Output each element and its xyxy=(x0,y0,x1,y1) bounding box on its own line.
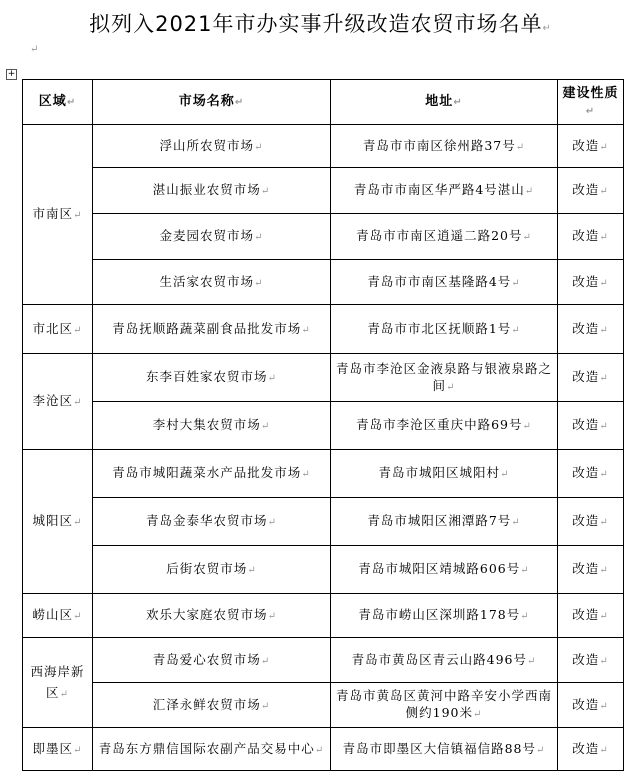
address-cell: 青岛市市南区基隆路4号↵ xyxy=(331,260,558,305)
district-cell: 崂山区↵ xyxy=(23,594,93,638)
table-row xyxy=(23,498,624,546)
type-cell: 改造↵ xyxy=(558,683,624,728)
market-name-cell: 青岛金泰华农贸市场↵ xyxy=(93,498,331,546)
address-cell: 青岛市市北区抚顺路1号↵ xyxy=(331,305,558,354)
district-cell: 西海岸新区↵ xyxy=(23,638,93,728)
type-cell: 改造↵ xyxy=(558,638,624,683)
market-name-cell: 金麦园农贸市场↵ xyxy=(93,214,331,260)
market-name-cell: 青岛东方鼎信国际农副产品交易中心↵ xyxy=(93,728,331,771)
address-cell: 青岛市黄岛区青云山路496号↵ xyxy=(331,638,558,683)
table-row xyxy=(23,728,624,771)
market-name-cell: 湛山振业农贸市场↵ xyxy=(93,168,331,214)
table-row xyxy=(23,305,624,354)
market-name-cell: 东李百姓家农贸市场↵ xyxy=(93,354,331,402)
table-row xyxy=(23,450,624,498)
table-row xyxy=(23,354,624,402)
table-header-row xyxy=(23,80,624,125)
market-name-cell: 青岛抚顺路蔬菜副食品批发市场↵ xyxy=(93,305,331,354)
type-cell: 改造↵ xyxy=(558,546,624,594)
address-cell: 青岛市城阳区城阳村↵ xyxy=(331,450,558,498)
address-cell: 青岛市市南区逍遥二路20号↵ xyxy=(331,214,558,260)
paragraph-mark-icon: ↵ xyxy=(30,44,39,55)
address-cell: 青岛市城阳区湘潭路7号↵ xyxy=(331,498,558,546)
table-row xyxy=(23,260,624,305)
type-cell: 改造↵ xyxy=(558,214,624,260)
table-row xyxy=(23,168,624,214)
type-cell: 改造↵ xyxy=(558,498,624,546)
table-move-handle-icon[interactable]: + xyxy=(7,69,16,79)
market-name-cell: 浮山所农贸市场↵ xyxy=(93,125,331,168)
district-cell: 市北区↵ xyxy=(23,305,93,354)
market-table xyxy=(22,79,624,771)
type-cell: 改造↵ xyxy=(558,354,624,402)
address-cell: 青岛市市南区徐州路37号↵ xyxy=(331,125,558,168)
address-cell: 青岛市市南区华严路4号湛山↵ xyxy=(331,168,558,214)
type-cell: 改造↵ xyxy=(558,305,624,354)
market-name-cell: 生活家农贸市场↵ xyxy=(93,260,331,305)
type-cell: 改造↵ xyxy=(558,260,624,305)
table-row xyxy=(23,683,624,728)
district-cell: 城阳区↵ xyxy=(23,450,93,594)
address-cell: 青岛市李沧区重庆中路69号↵ xyxy=(331,402,558,450)
table-row xyxy=(23,214,624,260)
address-cell: 青岛市即墨区大信镇福信路88号↵ xyxy=(331,728,558,771)
type-cell: 改造↵ xyxy=(558,402,624,450)
market-name-cell: 后街农贸市场↵ xyxy=(93,546,331,594)
type-cell: 改造↵ xyxy=(558,450,624,498)
address-cell: 青岛市崂山区深圳路178号↵ xyxy=(331,594,558,638)
table-row xyxy=(23,402,624,450)
market-name-cell: 欢乐大家庭农贸市场↵ xyxy=(93,594,331,638)
header-market-name: 市场名称↵ xyxy=(93,80,331,125)
market-name-cell: 李村大集农贸市场↵ xyxy=(93,402,331,450)
header-district: 区域↵ xyxy=(23,80,93,125)
table-row xyxy=(23,594,624,638)
page-title: 拟列入2021年市办实事升级改造农贸市场名单↵ xyxy=(89,12,552,36)
table-row xyxy=(23,638,624,683)
header-type: 建设性质↵ xyxy=(558,80,624,125)
table-row xyxy=(23,546,624,594)
header-address: 地址↵ xyxy=(331,80,558,125)
address-cell: 青岛市黄岛区黄河中路辛安小学西南侧约190米↵ xyxy=(331,683,558,728)
type-cell: 改造↵ xyxy=(558,168,624,214)
table-row xyxy=(23,125,624,168)
type-cell: 改造↵ xyxy=(558,728,624,771)
district-cell: 即墨区↵ xyxy=(23,728,93,771)
district-cell: 李沧区↵ xyxy=(23,354,93,450)
address-cell: 青岛市李沧区金液泉路与银液泉路之间↵ xyxy=(331,354,558,402)
type-cell: 改造↵ xyxy=(558,125,624,168)
market-name-cell: 汇泽永鲜农贸市场↵ xyxy=(93,683,331,728)
district-cell: 市南区↵ xyxy=(23,125,93,305)
address-cell: 青岛市城阳区靖城路606号↵ xyxy=(331,546,558,594)
market-name-cell: 青岛爱心农贸市场↵ xyxy=(93,638,331,683)
paragraph-mark-icon: ↵ xyxy=(542,23,552,34)
market-name-cell: 青岛市城阳蔬菜水产品批发市场↵ xyxy=(93,450,331,498)
type-cell: 改造↵ xyxy=(558,594,624,638)
